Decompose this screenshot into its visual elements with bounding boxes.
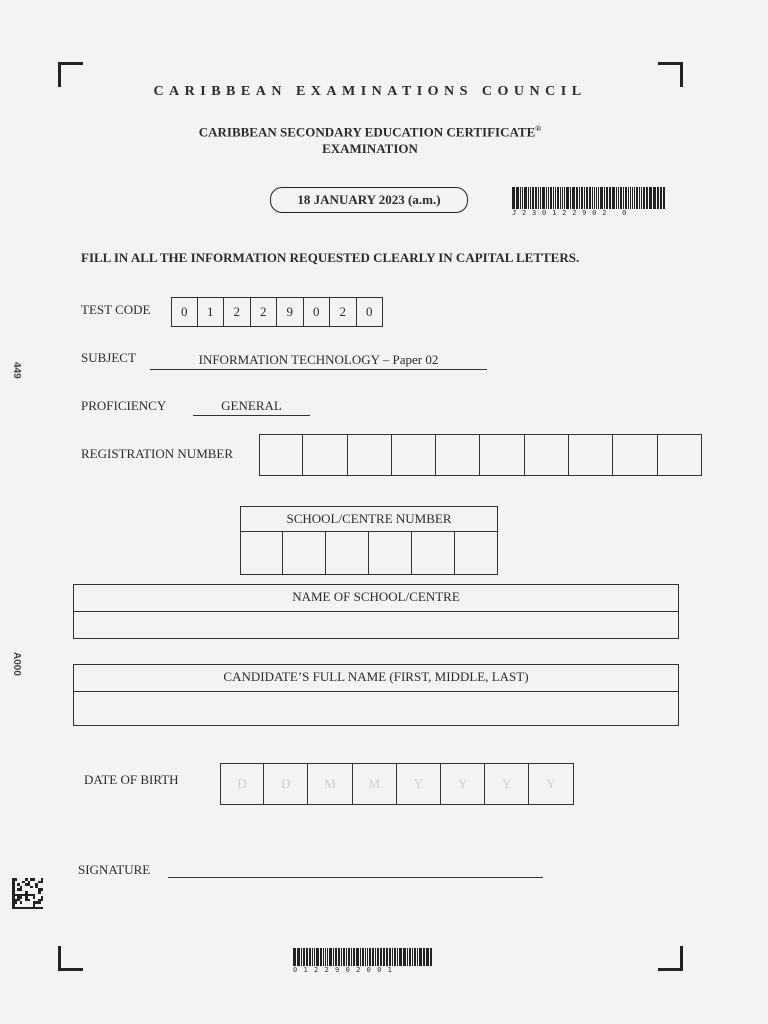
barcode-bar — [316, 948, 319, 966]
barcode-bar — [365, 948, 366, 966]
barcode-bar — [618, 187, 619, 209]
certificate-line2: EXAMINATION — [322, 141, 418, 157]
barcode-bar — [616, 187, 617, 209]
registration-box[interactable] — [480, 434, 524, 476]
barcode-bar — [570, 187, 571, 209]
barcode-bar — [625, 187, 627, 209]
registration-box[interactable] — [569, 434, 613, 476]
barcode-bar — [609, 187, 611, 209]
barcode-bar — [528, 187, 529, 209]
barcode-bar — [594, 187, 595, 209]
school-name-label: NAME OF SCHOOL/CENTRE — [74, 585, 678, 612]
school-centre-number-boxes — [240, 531, 498, 575]
barcode-bar — [383, 948, 385, 966]
barcode-bar — [341, 948, 342, 966]
test-code-digit: 2 — [330, 297, 357, 327]
barcode-bar — [530, 187, 531, 209]
barcode-bar — [389, 948, 391, 966]
registration-box[interactable] — [436, 434, 480, 476]
top-barcode-digits: J230122902 0 — [512, 209, 633, 217]
barcode-bar — [353, 948, 355, 966]
barcode-bar — [335, 948, 337, 966]
barcode-bar — [512, 187, 515, 209]
barcode-bar — [579, 187, 580, 209]
barcode-bar — [346, 948, 347, 966]
barcode-bar — [343, 948, 345, 966]
barcode-bar — [557, 187, 559, 209]
barcode-bar — [325, 948, 326, 966]
test-code-digit: 2 — [224, 297, 251, 327]
barcode-bar — [423, 948, 425, 966]
registration-box[interactable] — [658, 434, 702, 476]
barcode-bar — [314, 948, 315, 966]
barcode-bar — [636, 187, 638, 209]
dob-year-box[interactable]: Y — [397, 763, 441, 805]
barcode-bar — [562, 187, 563, 209]
barcode-bar — [377, 948, 379, 966]
barcode-bar — [555, 187, 556, 209]
bottom-barcode — [293, 948, 433, 974]
barcode-bar — [356, 948, 359, 966]
dob-year-box[interactable]: Y — [529, 763, 573, 805]
barcode-bar — [550, 187, 552, 209]
school-name-field[interactable] — [74, 612, 678, 639]
barcode-bars — [512, 187, 666, 209]
barcode-bar — [348, 948, 350, 966]
barcode-bar — [598, 187, 599, 209]
school-name-box — [73, 584, 679, 639]
school-centre-box[interactable] — [240, 531, 283, 575]
certificate-line1: CARIBBEAN SECONDARY EDUCATION CERTIFICATE — [198, 124, 536, 140]
barcode-bar — [596, 187, 597, 209]
barcode-bar — [663, 187, 665, 209]
registration-label: REGISTRATION NUMBER — [81, 446, 234, 461]
barcode-bar — [630, 187, 631, 209]
barcode-bar — [403, 948, 406, 966]
barcode-bar — [392, 948, 393, 966]
barcode-bar — [323, 948, 324, 966]
barcode-bar — [369, 948, 371, 966]
candidate-name-field[interactable] — [74, 692, 678, 726]
side-code-top: 449 — [11, 362, 22, 379]
barcode-bar — [360, 948, 361, 966]
barcode-bar — [620, 187, 622, 209]
barcode-bar — [632, 187, 633, 209]
barcode-bar — [548, 187, 549, 209]
barcode-bar — [419, 948, 422, 966]
registration-number-boxes — [259, 434, 702, 476]
barcode-bar — [367, 948, 368, 966]
barcode-bar — [394, 948, 396, 966]
dob-day-box[interactable]: D — [264, 763, 308, 805]
barcode-bar — [576, 187, 578, 209]
barcode-bar — [301, 948, 302, 966]
barcode-bar — [660, 187, 662, 209]
certificate-title — [0, 120, 740, 157]
test-code-digit: 0 — [171, 297, 198, 327]
barcode-bar — [586, 187, 588, 209]
registration-box[interactable] — [348, 434, 392, 476]
barcode-bar — [581, 187, 583, 209]
barcode-bar — [604, 187, 605, 209]
barcode-bar — [560, 187, 561, 209]
barcode-bar — [520, 187, 521, 209]
code-module — [41, 907, 44, 910]
date-of-birth-boxes — [220, 763, 574, 805]
barcode-bar — [409, 948, 411, 966]
datamatrix-code — [12, 878, 43, 909]
test-code-label: TEST CODE — [81, 302, 151, 317]
barcode-bar — [407, 948, 408, 966]
barcode-bar — [375, 948, 376, 966]
school-centre-box[interactable] — [326, 531, 369, 575]
barcode-bar — [542, 187, 545, 209]
barcode-bar — [572, 187, 575, 209]
barcode-bar — [584, 187, 585, 209]
dob-day-box[interactable]: D — [220, 763, 264, 805]
school-centre-number-label: SCHOOL/CENTRE NUMBER — [240, 506, 498, 531]
barcode-bar — [524, 187, 527, 209]
bottom-barcode-digits: 0122902001 — [293, 966, 399, 974]
barcode-bar — [430, 948, 432, 966]
test-code-digit: 0 — [304, 297, 331, 327]
barcode-bar — [600, 187, 603, 209]
registration-box[interactable] — [392, 434, 436, 476]
test-code-digit: 0 — [357, 297, 384, 327]
barcode-bar — [312, 948, 313, 966]
test-code-digit: 9 — [277, 297, 304, 327]
proficiency-label: PROFICIENCY — [81, 398, 167, 413]
candidate-name-label: CANDIDATE’S FULL NAME (FIRST, MIDDLE, LAST) — [74, 665, 678, 692]
barcode-bar — [592, 187, 593, 209]
barcode-bar — [329, 948, 332, 966]
barcode-bar — [535, 187, 537, 209]
dob-month-box[interactable]: M — [308, 763, 352, 805]
barcode-bar — [338, 948, 340, 966]
barcode-bar — [293, 948, 296, 966]
date-of-birth-label: DATE OF BIRTH — [84, 772, 179, 787]
barcode-bar — [417, 948, 418, 966]
school-centre-box[interactable] — [412, 531, 455, 575]
barcode-bar — [641, 187, 642, 209]
instruction-text: FILL IN ALL THE INFORMATION REQUESTED CLEARLY IN CAPITAL LETTERS. — [81, 250, 580, 265]
barcode-bar — [380, 948, 382, 966]
corner-mark-bottom-right — [658, 946, 683, 971]
barcode-bar — [297, 948, 300, 966]
barcode-bar — [589, 187, 591, 209]
barcode-bar — [646, 187, 648, 209]
side-code-bottom: A000 — [11, 652, 22, 676]
barcode-bar — [532, 187, 534, 209]
registration-box[interactable] — [303, 434, 347, 476]
registered-mark: ® — [535, 124, 542, 133]
barcode-bar — [612, 187, 615, 209]
barcode-bar — [309, 948, 311, 966]
registration-box[interactable] — [613, 434, 657, 476]
subject-field: INFORMATION TECHNOLOGY – Paper 02 — [150, 352, 487, 370]
subject-label: SUBJECT — [81, 350, 136, 365]
test-code-digit: 2 — [251, 297, 278, 327]
barcode-bar — [653, 187, 656, 209]
barcode-bar — [333, 948, 334, 966]
dob-year-box[interactable]: Y — [485, 763, 529, 805]
barcode-bar — [553, 187, 554, 209]
barcode-bar — [657, 187, 659, 209]
candidate-name-box — [73, 664, 679, 726]
barcode-bar — [634, 187, 635, 209]
signature-line[interactable] — [168, 877, 543, 878]
barcode-bar — [372, 948, 374, 966]
signature-label: SIGNATURE — [78, 862, 151, 877]
test-code-digit: 1 — [198, 297, 225, 327]
barcode-bar — [643, 187, 645, 209]
barcode-bar — [386, 948, 388, 966]
dob-month-box[interactable]: M — [353, 763, 397, 805]
barcode-bar — [516, 187, 519, 209]
barcode-bar — [412, 948, 413, 966]
barcode-bar — [538, 187, 539, 209]
barcode-bar — [426, 948, 429, 966]
barcode-bar — [362, 948, 364, 966]
barcode-bar — [639, 187, 640, 209]
barcode-bar — [522, 187, 523, 209]
barcode-bar — [397, 948, 398, 966]
school-centre-number-section — [240, 506, 498, 575]
barcode-bar — [564, 187, 565, 209]
school-centre-box[interactable] — [455, 531, 498, 575]
dob-year-box[interactable]: Y — [441, 763, 485, 805]
barcode-bar — [320, 948, 322, 966]
barcode-bars — [293, 948, 433, 966]
registration-box[interactable] — [525, 434, 569, 476]
barcode-bar — [306, 948, 308, 966]
exam-date-badge: 18 JANUARY 2023 (a.m.) — [270, 187, 468, 213]
test-code-boxes — [171, 297, 383, 327]
barcode-bar — [606, 187, 608, 209]
school-centre-box[interactable] — [283, 531, 326, 575]
school-centre-box[interactable] — [369, 531, 412, 575]
barcode-bar — [540, 187, 541, 209]
barcode-bar — [414, 948, 416, 966]
top-barcode — [512, 187, 666, 217]
barcode-bar — [649, 187, 652, 209]
barcode-bar — [546, 187, 547, 209]
barcode-bar — [351, 948, 352, 966]
registration-box[interactable] — [259, 434, 303, 476]
barcode-bar — [327, 948, 328, 966]
proficiency-field: GENERAL — [193, 398, 310, 416]
barcode-bar — [566, 187, 569, 209]
corner-mark-bottom-left — [58, 946, 83, 971]
council-title: CARIBBEAN EXAMINATIONS COUNCIL — [153, 84, 587, 99]
barcode-bar — [399, 948, 402, 966]
barcode-bar — [628, 187, 629, 209]
barcode-bar — [303, 948, 305, 966]
barcode-bar — [623, 187, 624, 209]
